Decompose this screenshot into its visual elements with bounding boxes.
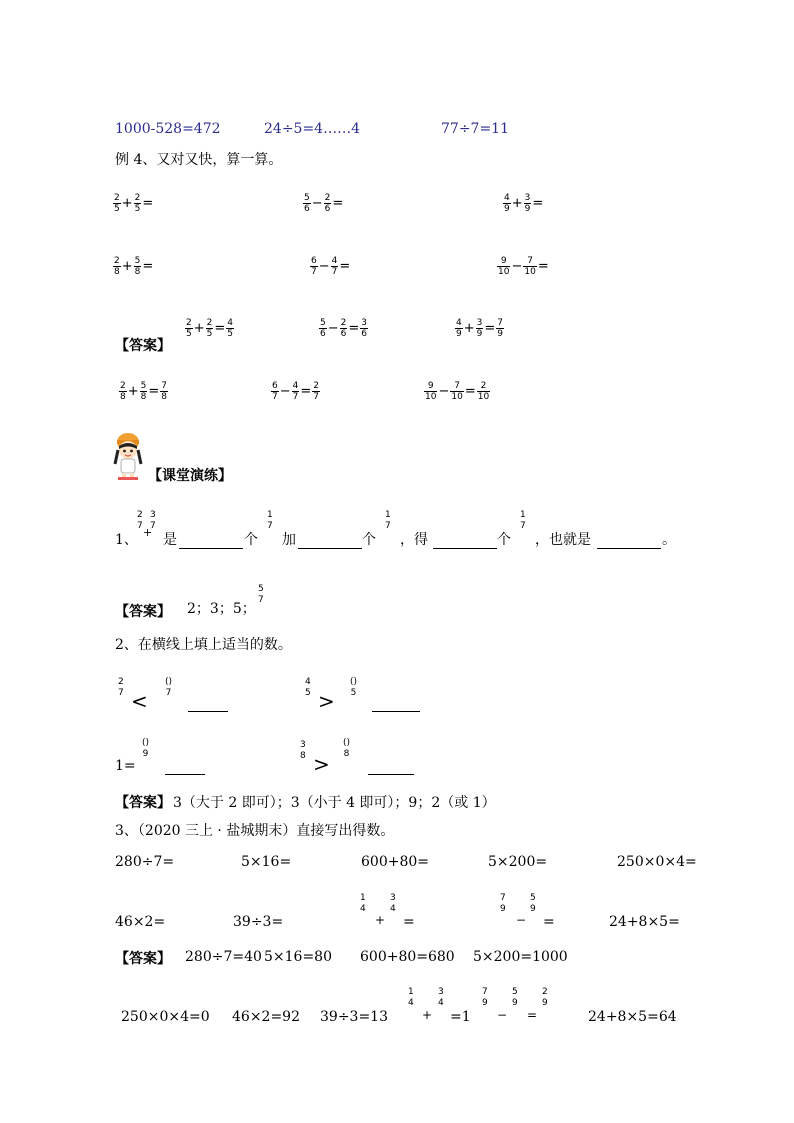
ex4-r1-c1: $\frac{2}{5}$ + $\frac{2}{5}$ =: [114, 193, 154, 214]
ans4-r2-c1: $\frac{2}{8}$ + $\frac{5}{8}$ = $\frac{7}{8}$: [120, 381, 168, 402]
ans4-r1-c2: $\frac{5}{6}$ − $\frac{2}{6}$ = $\frac{3}{6}$: [320, 318, 368, 339]
ex4-r1-c2: $\frac{5}{6}$ − $\frac{2}{6}$ =: [304, 193, 344, 214]
ans4-r2-c3: $\frac{9}{10}$ − $\frac{7}{10}$ = $\frac{2}{10}$: [425, 381, 490, 402]
ex4-r2-c3: $\frac{9}{10}$ − $\frac{7}{10}$ =: [498, 256, 549, 277]
q2-answer: 【答案】 3（大于 2 即可）；3（小于 4 即可）；9；2（或 1）: [115, 795, 496, 811]
top-eq-2: 24÷5=4……4: [264, 121, 360, 137]
q3-r2-1: 46×2=: [115, 914, 166, 930]
top-eq-1: 1000-528=472: [115, 121, 221, 137]
q2-item-2: 4 5 > () 5: [305, 675, 425, 715]
q3-r1-3: 600+80=: [361, 854, 429, 870]
q3-r1-1: 280÷7=: [115, 854, 175, 870]
section-title: 【课堂演练】: [148, 468, 232, 484]
q2-item-1: 2 7 < () 7: [118, 675, 238, 715]
q1-blank-4[interactable]: [597, 534, 661, 549]
q3-r2-4: 7 9 − 5 9 =: [500, 893, 555, 930]
q3-r1-2: 5×16=: [241, 854, 292, 870]
q3-ans-2: 5×16=80: [264, 949, 332, 965]
q3-r1-5: 250×0×4=: [617, 854, 697, 870]
q3-ans-5: 250×0×4=0: [121, 1009, 210, 1025]
answer-label-ex4: 【答案】: [115, 338, 171, 354]
q3-ans-8: 1 4 + 3 4 =1: [408, 987, 471, 1025]
top-eq-3: 77÷7=11: [441, 121, 509, 137]
q3-r1-4: 5×200=: [488, 854, 548, 870]
ex4-r2-c1: $\frac{2}{8}$ + $\frac{5}{8}$ =: [114, 256, 154, 277]
q2-blank-3[interactable]: [165, 760, 205, 775]
q3-ans-1: 280÷7=40: [185, 949, 262, 965]
girl-mascot-icon: [110, 430, 146, 486]
ans4-r1-c1: $\frac{2}{5}$ + $\frac{2}{5}$ = $\frac{4}{5}$: [186, 318, 234, 339]
q3-r2-5: 24+8×5=: [609, 914, 680, 930]
q3-r2-2: 39÷3=: [233, 914, 284, 930]
ex4-r1-c3: $\frac{4}{9}$ + $\frac{3}{9}$ =: [504, 193, 544, 214]
ex4-r2-c2: $\frac{6}{7}$ − $\frac{4}{7}$ =: [311, 256, 351, 277]
q3-ans-3: 600+80=680: [360, 949, 455, 965]
q3-ans-4: 5×200=1000: [473, 949, 568, 965]
ans4-r2-c2: $\frac{6}{7}$ − $\frac{4}{7}$ = $\frac{2}{7}$: [272, 381, 320, 402]
answer-label-q3: 【答案】: [115, 951, 171, 967]
q2-item-4: 3 8 > () 8: [300, 738, 430, 778]
q2-blank-1[interactable]: [188, 697, 228, 712]
q2-title: 2、在横线上填上适当的数。: [115, 637, 292, 653]
q1-blank-3[interactable]: [433, 534, 497, 549]
q2-item-3: 1= () 9: [115, 738, 235, 778]
q3-title: 3、（2020 三上 · 盐城期末）直接写出得数。: [115, 823, 395, 839]
example4-title: 例 4、又对又快，算一算。: [115, 152, 283, 168]
q1-blank-1[interactable]: [179, 534, 243, 549]
q1-blank-2[interactable]: [298, 534, 362, 549]
q3-r2-3: 1 4 + 3 4 =: [360, 893, 415, 930]
q3-ans-9: 7 9 − 5 9 = 2 9: [482, 987, 548, 1022]
q2-blank-2[interactable]: [372, 697, 420, 712]
q2-blank-4[interactable]: [368, 760, 414, 775]
q3-ans-7: 39÷3=13: [320, 1009, 388, 1025]
ans4-r1-c3: $\frac{4}{9}$ + $\frac{3}{9}$ = $\frac{7}{9}$: [456, 318, 504, 339]
q3-ans-6: 46×2=92: [232, 1009, 300, 1025]
q3-ans-10: 24+8×5=64: [588, 1009, 677, 1025]
